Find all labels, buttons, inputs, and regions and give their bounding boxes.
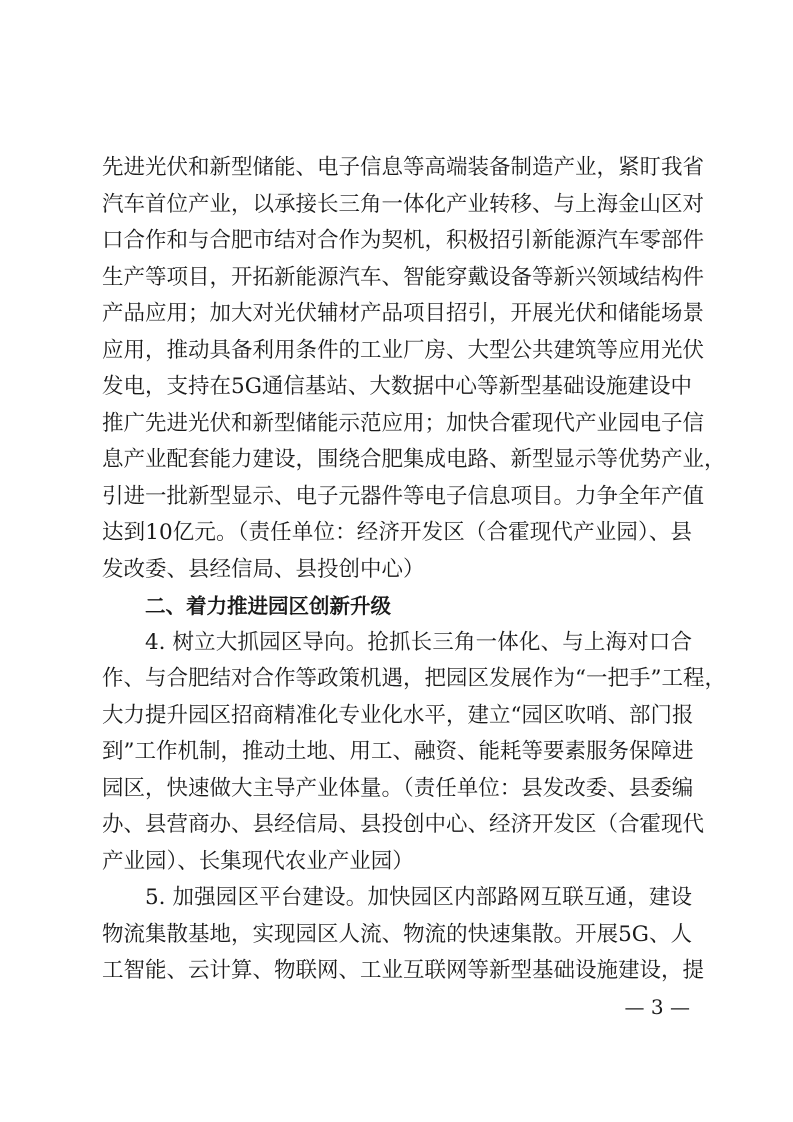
page-number: — 3 — [624, 995, 690, 1019]
item-5-line: 工智能、云计算、物联网、工业互联网等新型基础设施建设，提 [102, 958, 705, 983]
item-4-line: 大力提升园区招商精准化专业化水平，建立“园区吹哨、部门报 [102, 702, 694, 728]
item-5-line: 5. 加强园区平台建设。加快园区内部路网互联互通，建设 [145, 885, 692, 910]
item-4-line: 办、县营商办、县经信局、县投创中心、经济开发区（合霍现代 [102, 812, 705, 837]
item-4-line: 产业园）、长集现代农业产业园） [102, 848, 414, 874]
item-4-line: 到”工作机制，推动土地、用工、融资、能耗等要素服务保障进 [102, 739, 694, 764]
document-body [102, 150, 726, 990]
paragraph-line: 发改委、县经信局、县投创中心） [102, 556, 425, 582]
paragraph-line: 引进一批新型显示、电子元器件等电子信息项目。力争全年产值 [102, 483, 705, 509]
paragraph-line: 推广先进光伏和新型储能示范应用；加快合霍现代产业园电子信 [102, 410, 705, 436]
item-4-line: 作、与合肥结对合作等政策机遇，把园区发展作为“一把手”工程， [102, 666, 726, 691]
item-4-line: 园区，快速做大主导产业体量。（责任单位：县发改委、县委编 [102, 775, 694, 801]
item-4-line: 4. 树立大抓园区导向。抢抓长三角一体化、与上海对口合 [145, 629, 692, 655]
item-5-line: 物流集散基地，实现园区人流、物流的快速集散。开展5G、人 [102, 921, 692, 947]
paragraph-line: 产品应用；加大对光伏辅材产品项目招引，开展光伏和储能场景 [102, 301, 705, 326]
paragraph-line: 达到10亿元。（责任单位：经济开发区（合霍现代产业园）、县 [102, 520, 692, 545]
paragraph-line: 发电，支持在5G通信基站、大数据中心等新型基础设施建设中 [102, 374, 692, 399]
paragraph-line: 汽车首位产业，以承接长三角一体化产业转移、与上海金山区对 [102, 191, 705, 217]
section-heading: 二、着力推进园区创新升级 [145, 594, 391, 618]
paragraph-line: 先进光伏和新型储能、电子信息等高端装备制造产业，紧盯我省 [102, 155, 705, 180]
paragraph-line: 息产业配套能力建设，围绕合肥集成电路、新型显示等优势产业， [102, 447, 726, 472]
paragraph-line: 口合作和与合肥市结对合作为契机，积极招引新能源汽车零部件 [102, 228, 705, 253]
paragraph-line: 应用，推动具备利用条件的工业厂房、大型公共建筑等应用光伏 [102, 337, 705, 363]
paragraph-line: 生产等项目，开拓新能源汽车、智能穿戴设备等新兴领域结构件 [102, 264, 705, 290]
